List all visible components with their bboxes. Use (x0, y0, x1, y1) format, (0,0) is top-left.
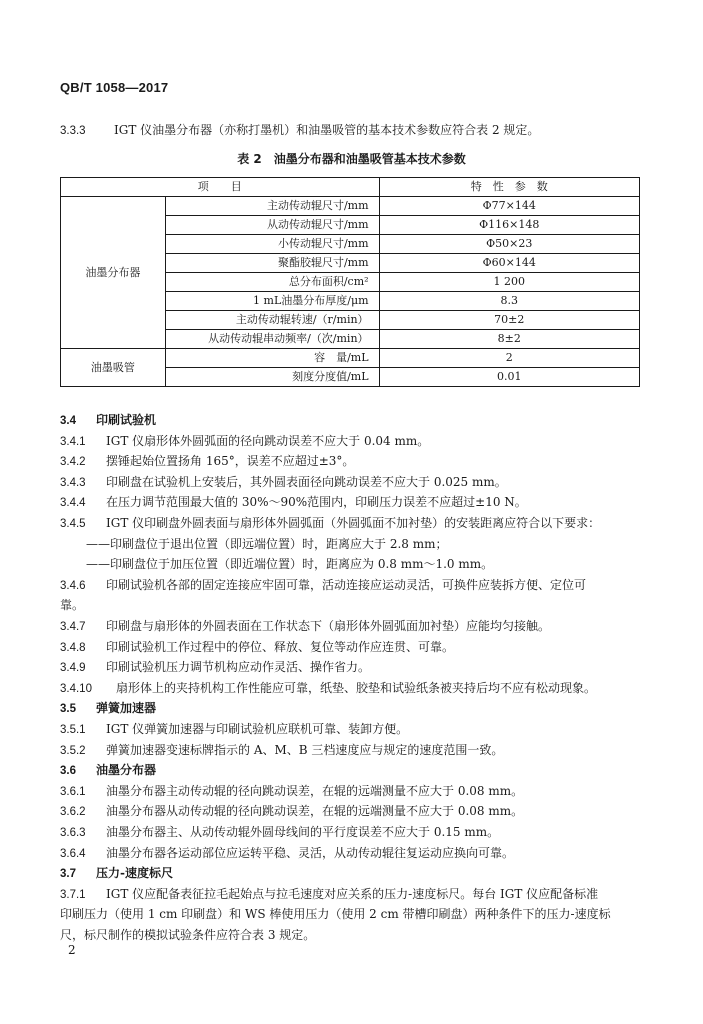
clause-text: IGT 仪应配备表征拉毛起始点与拉毛速度对应关系的压力-速度标尺。每台 IGT 仪应配备标准 (106, 886, 599, 901)
clause-line (60, 742, 503, 759)
clause-line (60, 886, 598, 903)
clause-text: 印刷试验机压力调节机构应动作灵活、操作省力。 (106, 660, 371, 675)
clause-number: 3.6.1 (60, 785, 86, 798)
clause-text: 靠。 (60, 598, 85, 613)
clause-number: 3.3.3 (60, 125, 86, 137)
clause-line (60, 515, 600, 532)
clause-text: ——印刷盘位于加压位置（即近端位置）时，距离应为 0.8 mm～1.0 mm。 (86, 557, 494, 572)
clause-text: 油墨分布器从动传动辊的径向跳动误差，在辊的远端测量不应大于 0.08 mm。 (106, 804, 524, 819)
clause-text: 在压力调节范围最大值的 30%～90%范围内，印刷压力误差不应超过±10 N。 (106, 495, 527, 510)
section-heading (60, 865, 173, 882)
clause-line (60, 474, 507, 491)
clause-number: 3.4.1 (60, 435, 86, 448)
clause-number: 3.4.7 (60, 621, 86, 633)
clause-number: 3.7.1 (60, 888, 86, 901)
clause-text: 摆锤起始位置扬角 165°，误差不应超过±3°。 (106, 454, 355, 469)
clause-number: 3.6.3 (60, 827, 86, 839)
row-item: 小传动辊尺寸/mm (165, 235, 379, 254)
clause-text: IGT 仪油墨分布器（亦称打墨机）和油墨吸管的基本技术参数应符合表 2 规定。 (114, 123, 540, 137)
clause-line (60, 597, 84, 613)
row-item: 刻度分度值/mL (165, 368, 379, 387)
row-value: 1 200 (379, 273, 639, 292)
group-ink-pipette: 油墨吸管 (61, 349, 166, 387)
group-ink-distributor: 油墨分布器 (61, 197, 166, 349)
clause-line (86, 556, 493, 572)
clause-line (60, 639, 454, 656)
clause-text: 印刷盘与扇形体的外圆表面在工作状态下（扇形体外圆弧面加衬垫）应能均匀接触。 (106, 619, 551, 633)
section-heading (60, 412, 156, 429)
row-value: Φ60×144 (379, 254, 639, 273)
clause-line (60, 927, 315, 943)
header-value: 特 性 参 数 (379, 178, 639, 197)
clause-line (86, 536, 447, 552)
clause-text: 印刷试验机工作过程中的停位、释放、复位等动作应连贯、可靠。 (106, 639, 455, 654)
clause-3-3-3 (60, 122, 539, 139)
table-header-row (61, 178, 640, 197)
page-number: 2 (68, 943, 76, 957)
clause-text: 扇形体上的夹持机构工作性能应可靠，纸垫、胶垫和试验纸条被夹持后均不应有松动现象。 (116, 680, 597, 695)
clause-number: 3.4.5 (60, 518, 86, 530)
row-item: 聚酯胶辊尺寸/mm (165, 254, 379, 273)
clause-text: IGT 仪印刷盘外圆表面与扇形体外圆弧面（外圆弧面不加衬垫）的安装距离应符合以下要求： (106, 516, 601, 530)
clause-line (60, 803, 523, 820)
row-value: 0.01 (379, 368, 639, 387)
clause-number: 3.4.2 (60, 456, 86, 469)
clause-text: 油墨分布器主动传动辊的径向跳动误差，在辊的远端测量不应大于 0.08 mm。 (106, 783, 524, 798)
row-value: 8.3 (379, 292, 639, 311)
clause-text: 弹簧加速器变速标牌指示的 A、M、B 三档速度应与规定的速度范围一致。 (106, 742, 504, 757)
clause-number: 3.4.9 (60, 662, 86, 675)
clause-line (60, 494, 527, 511)
row-value: 70±2 (379, 311, 639, 330)
clause-number: 3.5.2 (60, 744, 86, 757)
row-item: 从动传动辊串动频率/（次/min） (165, 330, 379, 349)
row-item: 1 mL油墨分布厚度/μm (165, 292, 379, 311)
clause-text: IGT 仪扇形体外圆弧面的径向跳动误差不应大于 0.04 mm。 (106, 433, 430, 448)
clause-text: 压力-速度标尺 (96, 866, 173, 881)
clause-number: 3.4 (60, 415, 76, 427)
clause-text: 油墨分布器主、从动传动辊外圆母线间的平行度误差不应大于 0.15 mm。 (106, 825, 500, 839)
clause-number: 3.4.3 (60, 476, 86, 489)
table-caption: 表 2 油墨分布器和油墨吸管基本技术参数 (237, 152, 466, 166)
clause-line (60, 577, 586, 594)
clause-text: IGT 仪弹簧加速器与印刷试验机应联机可靠、装卸方便。 (106, 722, 409, 736)
section-heading (60, 700, 156, 717)
clause-number: 3.5 (60, 703, 76, 716)
row-item: 总分布面积/cm² (165, 273, 379, 292)
clause-line (60, 721, 408, 738)
clause-number: 3.4.4 (60, 497, 86, 510)
clause-number: 3.4.10 (60, 682, 92, 695)
clause-text: 印刷盘在试验机上安装后，其外圆表面径向跳动误差不应大于 0.025 mm。 (106, 474, 507, 489)
clause-number: 3.5.1 (60, 724, 86, 736)
clause-text: 印刷试验机 (96, 413, 157, 427)
clause-line (60, 845, 514, 862)
clause-text: 弹簧加速器 (96, 701, 157, 716)
clause-line (60, 783, 523, 800)
header-item: 项 目 (61, 178, 380, 197)
row-item: 主动传动辊转速/（r/min） (165, 311, 379, 330)
clause-number: 3.4.8 (60, 641, 86, 654)
clause-line (60, 618, 550, 635)
clause-line (60, 906, 611, 922)
clause-line (60, 453, 354, 470)
row-item: 容 量/mL (165, 349, 379, 368)
clause-text: 印刷试验机各部的固定连接应牢固可靠，活动连接应运动灵活，可换件应装拆方便、定位可 (106, 577, 587, 592)
row-item: 从动传动辊尺寸/mm (165, 216, 379, 235)
clause-text: 油墨分布器 (96, 763, 157, 778)
clause-number: 3.6.2 (60, 806, 86, 819)
clause-number: 3.6 (60, 765, 76, 778)
clause-line (60, 824, 499, 841)
clause-text: ——印刷盘位于退出位置（即远端位置）时，距离应大于 2.8 mm； (86, 536, 448, 551)
clause-number: 3.7 (60, 868, 76, 881)
row-value: 2 (379, 349, 639, 368)
clause-line (60, 433, 429, 450)
row-item: 主动传动辊尺寸/mm (165, 197, 379, 216)
table-row (61, 349, 640, 368)
row-value: 8±2 (379, 330, 639, 349)
table-row (61, 197, 640, 216)
standard-code: QB/T 1058—2017 (60, 80, 169, 95)
clause-number: 3.4.6 (60, 579, 86, 592)
clause-text: 印刷压力（使用 1 cm 印刷盘）和 WS 棒使用压力（使用 2 cm 带槽印刷盘）两种条件下的压力-速度标 (60, 907, 611, 922)
clause-number: 3.6.4 (60, 847, 86, 860)
clause-text: 尺，标尺制作的模拟试验条件应符合表 3 规定。 (60, 928, 316, 942)
clause-line (60, 659, 370, 676)
section-heading (60, 762, 156, 779)
parameters-table (60, 177, 640, 387)
row-value: Φ77×144 (379, 197, 639, 216)
clause-text: 油墨分布器各运动部位应运转平稳、灵活，从动传动辊往复运动应换向可靠。 (106, 845, 515, 860)
row-value: Φ50×23 (379, 235, 639, 254)
row-value: Φ116×148 (379, 216, 639, 235)
clause-line (60, 680, 596, 697)
